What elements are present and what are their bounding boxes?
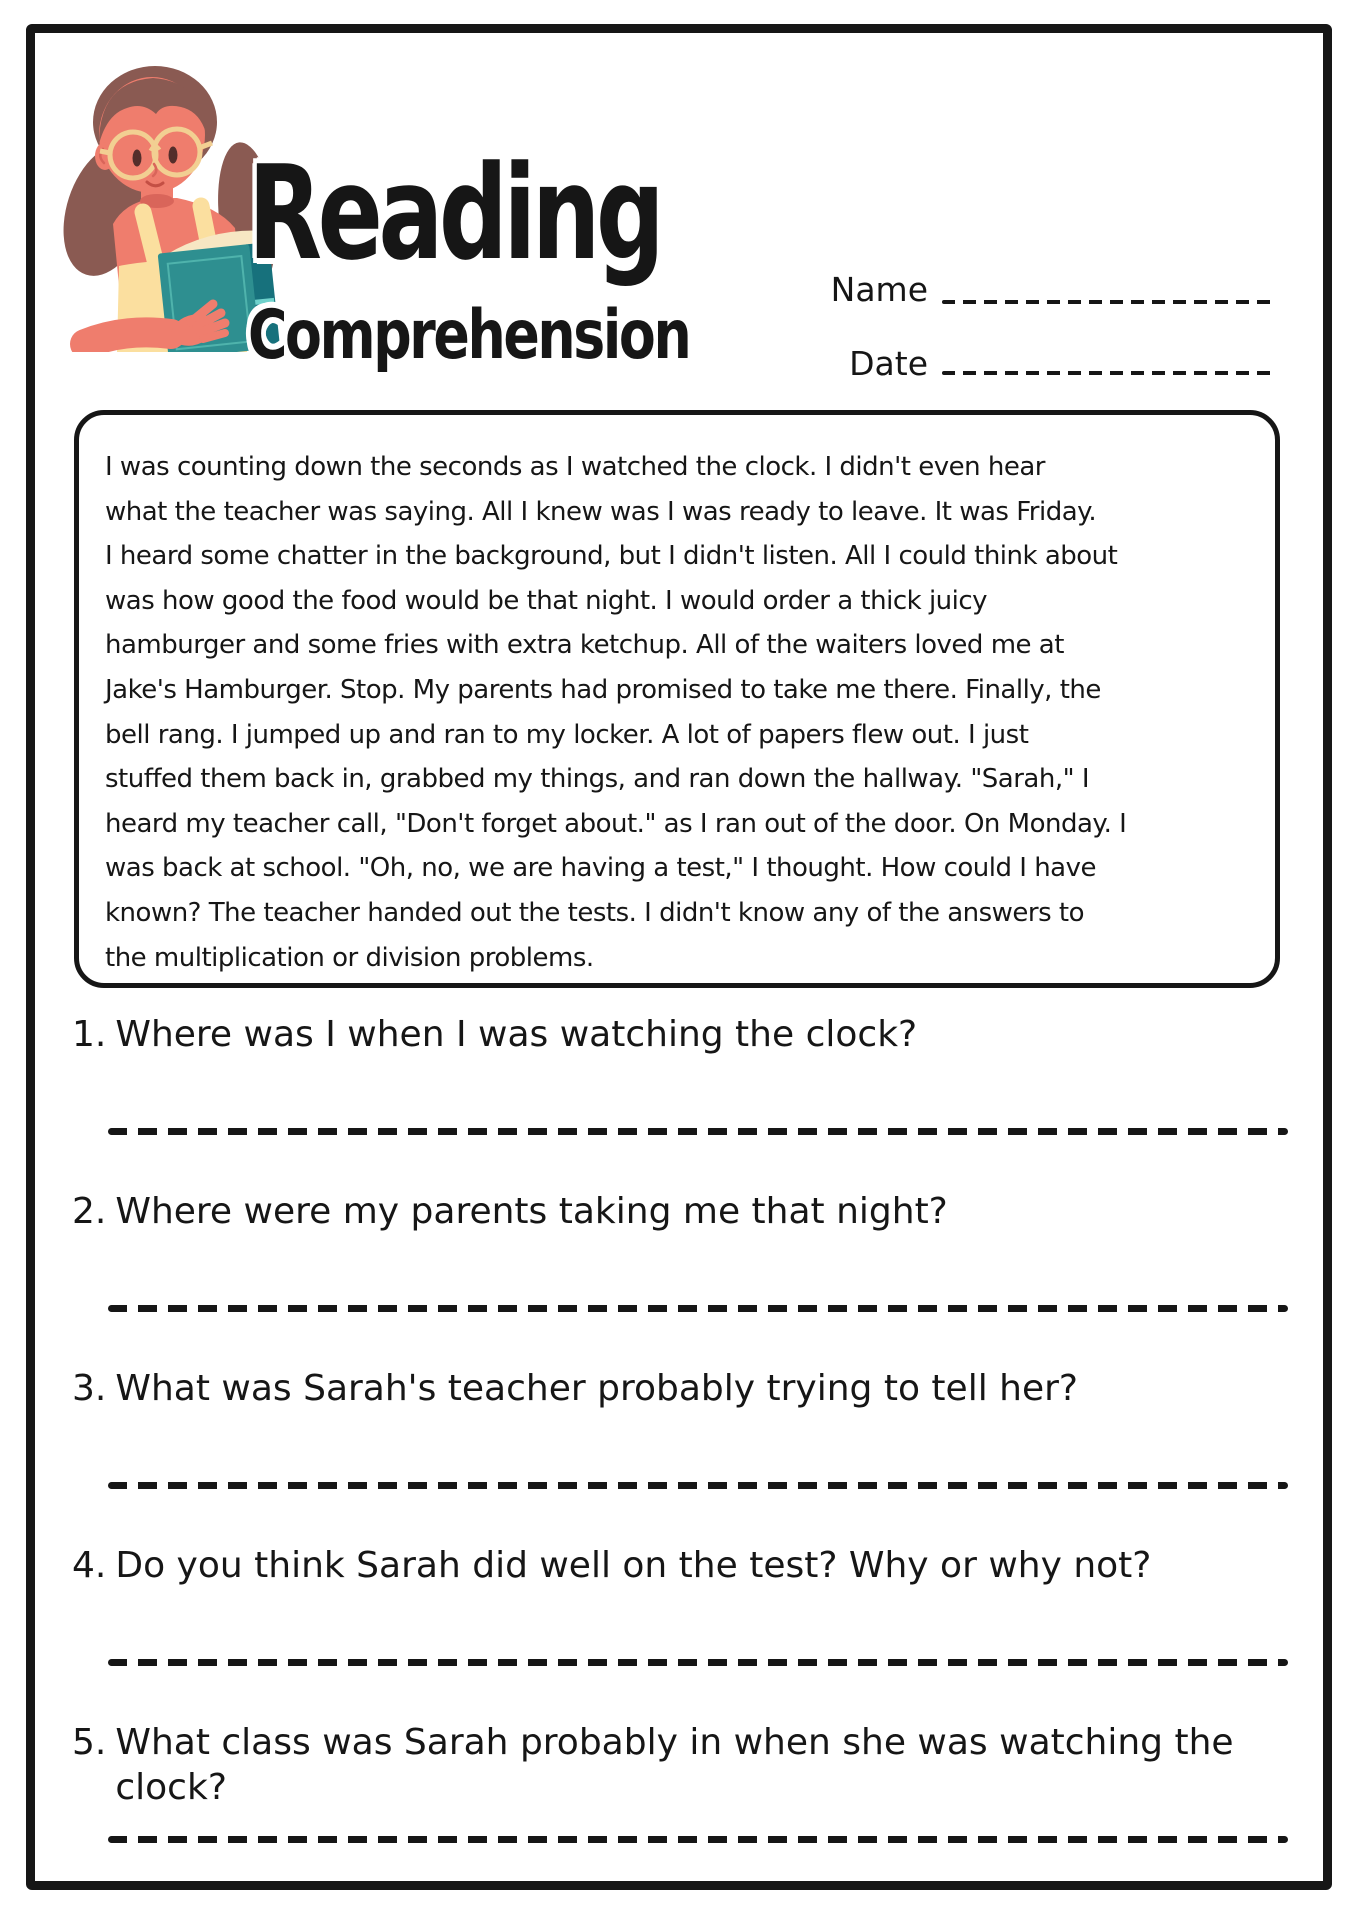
title-line-2: Comprehension (248, 296, 690, 375)
question-text: Do you think Sarah did well on the test? Why or why not? (115, 1545, 1152, 1586)
question-number: 1. (72, 1014, 107, 1055)
question-block (50, 1543, 1290, 1720)
answer-line (108, 1128, 1288, 1135)
date-label: Date (849, 344, 928, 383)
question-number: 3. (72, 1368, 107, 1409)
question-text: Where were my parents taking me that night? (115, 1191, 948, 1232)
passage-line: I heard some chatter in the background, but I didn't listen. All I could think about (105, 541, 1118, 572)
answer-line (108, 1305, 1288, 1312)
passage-line: hamburger and some fries with extra ketchup. All of the waiters loved me at (105, 630, 1064, 661)
name-label: Name (830, 270, 928, 309)
passage-line: was how good the food would be that night. I would order a thick juicy (105, 585, 988, 616)
passage-box (74, 410, 1280, 988)
question-block (50, 1720, 1290, 1897)
title-line-1: Reading (248, 137, 661, 289)
passage-line: what the teacher was saying. All I knew was I was ready to leave. It was Friday. (105, 496, 1097, 527)
passage-line: known? The teacher handed out the tests. I didn't know any of the answers to (105, 897, 1085, 928)
passage-text (79, 415, 1275, 980)
girl-arm (85, 332, 171, 344)
questions-section (50, 1012, 1290, 1897)
passage-line: Jake's Hamburger. Stop. My parents had promised to take me there. Finally, the (105, 674, 1101, 705)
question-text: What class was Sarah probably in when she was watching the clock? (115, 1722, 1234, 1808)
question-block (50, 1189, 1290, 1366)
passage-line: stuffed them back in, grabbed my things, and ran down the hallway. "Sarah," I (105, 764, 1089, 795)
date-field-line (942, 371, 1276, 375)
passage-line: heard my teacher call, "Don't forget about." as I ran out of the door. On Monday. I (105, 808, 1127, 839)
question-block (50, 1366, 1290, 1543)
question-number: 2. (72, 1191, 107, 1232)
answer-line (108, 1482, 1288, 1489)
name-field-line (942, 300, 1276, 304)
passage-line: I was counting down the seconds as I watched the clock. I didn't even hear (105, 452, 1045, 482)
question-text: Where was I when I was watching the clock? (115, 1014, 918, 1055)
question-number: 4. (72, 1545, 107, 1586)
passage-line: was back at school. "Oh, no, we are having a test," I thought. How could I have (105, 853, 1096, 884)
passage-line: bell rang. I jumped up and ran to my locker. A lot of papers flew out. I just (105, 719, 1029, 750)
answer-line (108, 1836, 1288, 1843)
question-number: 5. (72, 1722, 107, 1763)
passage-line: the multiplication or division problems. (105, 942, 594, 973)
question-block (50, 1012, 1290, 1189)
question-text: What was Sarah's teacher probably trying to tell her? (115, 1368, 1079, 1409)
answer-line (108, 1659, 1288, 1666)
